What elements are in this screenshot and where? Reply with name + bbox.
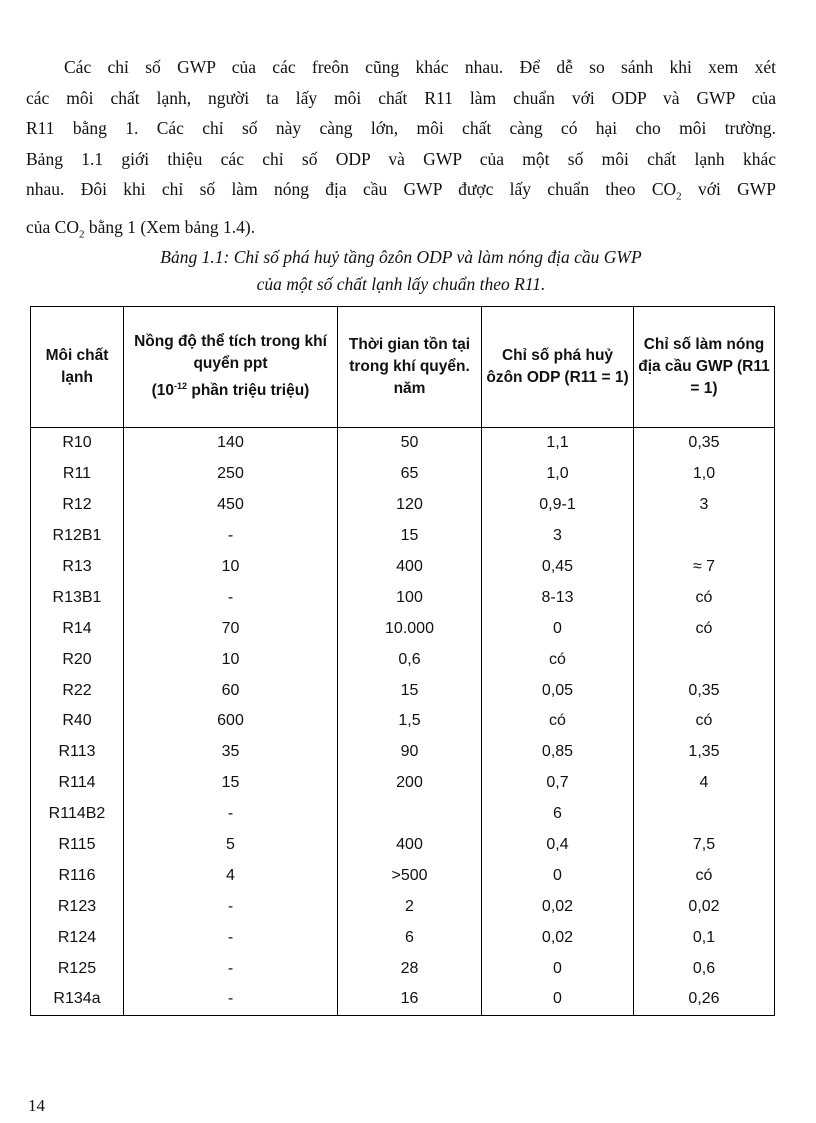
cell-concentration: - bbox=[124, 582, 338, 613]
cell-odp: 0 bbox=[482, 984, 634, 1015]
cell-lifetime: 15 bbox=[338, 521, 482, 552]
cell-lifetime: 400 bbox=[338, 830, 482, 861]
table-row bbox=[31, 830, 775, 861]
paragraph-line: nhau. Đôi khi chỉ số làm nóng địa cầu GWP được lấy chuẩn theo $CO_2$ với GWP bbox=[26, 179, 776, 203]
header-odp: Chỉ số phá huỷ ôzôn ODP (R11 = 1) bbox=[482, 307, 634, 428]
cell-refrigerant: R10 bbox=[31, 428, 124, 459]
cell-concentration: 15 bbox=[124, 768, 338, 799]
cell-concentration: 60 bbox=[124, 675, 338, 706]
cell-concentration: - bbox=[124, 891, 338, 922]
table-row bbox=[31, 644, 775, 675]
table-caption bbox=[26, 244, 776, 298]
cell-refrigerant: R13 bbox=[31, 552, 124, 583]
cell-odp: 0,02 bbox=[482, 922, 634, 953]
cell-concentration: 10 bbox=[124, 644, 338, 675]
cell-odp: 0,9-1 bbox=[482, 490, 634, 521]
cell-gwp: 0,6 bbox=[634, 953, 775, 984]
cell-refrigerant: R40 bbox=[31, 706, 124, 737]
cell-refrigerant: R13B1 bbox=[31, 582, 124, 613]
cell-concentration: - bbox=[124, 799, 338, 830]
cell-lifetime: 50 bbox=[338, 428, 482, 459]
header-refrigerant: Môi chất lạnh bbox=[31, 307, 124, 428]
table-row bbox=[31, 922, 775, 953]
table-row bbox=[31, 552, 775, 583]
cell-refrigerant: R22 bbox=[31, 675, 124, 706]
cell-refrigerant: R12B1 bbox=[31, 521, 124, 552]
cell-concentration: 10 bbox=[124, 552, 338, 583]
cell-refrigerant: R134a bbox=[31, 984, 124, 1015]
cell-lifetime: >500 bbox=[338, 860, 482, 891]
table-row bbox=[31, 613, 775, 644]
refrigerant-table bbox=[30, 306, 775, 1016]
cell-gwp bbox=[634, 799, 775, 830]
cell-lifetime: 1,5 bbox=[338, 706, 482, 737]
table-row bbox=[31, 891, 775, 922]
cell-concentration: 250 bbox=[124, 459, 338, 490]
cell-odp: 0,85 bbox=[482, 737, 634, 768]
cell-odp: 6 bbox=[482, 799, 634, 830]
cell-refrigerant: R12 bbox=[31, 490, 124, 521]
cell-lifetime: 16 bbox=[338, 984, 482, 1015]
caption-line-2: của một số chất lạnh lấy chuẩn theo R11. bbox=[256, 274, 546, 294]
cell-concentration: 4 bbox=[124, 860, 338, 891]
cell-gwp: 1,35 bbox=[634, 737, 775, 768]
cell-gwp: 7,5 bbox=[634, 830, 775, 861]
table-row bbox=[31, 490, 775, 521]
table-row bbox=[31, 582, 775, 613]
cell-refrigerant: R124 bbox=[31, 922, 124, 953]
cell-gwp: có bbox=[634, 860, 775, 891]
cell-odp: 8-13 bbox=[482, 582, 634, 613]
table-row bbox=[31, 675, 775, 706]
cell-refrigerant: R11 bbox=[31, 459, 124, 490]
cell-odp: 0 bbox=[482, 860, 634, 891]
cell-gwp: ≈ 7 bbox=[634, 552, 775, 583]
cell-lifetime: 0,6 bbox=[338, 644, 482, 675]
table-row bbox=[31, 521, 775, 552]
paragraph-line: Bảng 1.1 giới thiệu các chỉ số ODP và GWP của một số môi chất lạnh khác bbox=[26, 148, 776, 169]
cell-concentration: - bbox=[124, 984, 338, 1015]
cell-concentration: 35 bbox=[124, 737, 338, 768]
intro-paragraph bbox=[26, 52, 776, 250]
cell-lifetime bbox=[338, 799, 482, 830]
table-row bbox=[31, 799, 775, 830]
cell-concentration: 140 bbox=[124, 428, 338, 459]
cell-odp: có bbox=[482, 706, 634, 737]
page-number: 14 bbox=[28, 1096, 45, 1115]
cell-lifetime: 200 bbox=[338, 768, 482, 799]
cell-refrigerant: R114 bbox=[31, 768, 124, 799]
header-lifetime: Thời gian tồn tại trong khí quyển. năm bbox=[338, 307, 482, 428]
cell-lifetime: 28 bbox=[338, 953, 482, 984]
cell-odp: 0,7 bbox=[482, 768, 634, 799]
cell-gwp: 4 bbox=[634, 768, 775, 799]
cell-refrigerant: R125 bbox=[31, 953, 124, 984]
cell-refrigerant: R20 bbox=[31, 644, 124, 675]
table-header-row bbox=[31, 307, 775, 428]
paragraph-line: Các chỉ số GWP của các freôn cũng khác nhau. Để dễ so sánh khi xem xét bbox=[64, 57, 776, 77]
cell-lifetime: 15 bbox=[338, 675, 482, 706]
cell-lifetime: 6 bbox=[338, 922, 482, 953]
cell-odp: 3 bbox=[482, 521, 634, 552]
cell-gwp: 3 bbox=[634, 490, 775, 521]
table-row bbox=[31, 706, 775, 737]
cell-gwp: 0,35 bbox=[634, 675, 775, 706]
cell-lifetime: 400 bbox=[338, 552, 482, 583]
cell-gwp: có bbox=[634, 613, 775, 644]
cell-odp: 0,05 bbox=[482, 675, 634, 706]
cell-lifetime: 10.000 bbox=[338, 613, 482, 644]
cell-odp: có bbox=[482, 644, 634, 675]
table-row bbox=[31, 459, 775, 490]
cell-refrigerant: R14 bbox=[31, 613, 124, 644]
cell-odp: 0,4 bbox=[482, 830, 634, 861]
header-concentration: Nồng độ thể tích trong khí quyển ppt ($10^{-12}$ phần triệu triệu) bbox=[124, 307, 338, 428]
cell-concentration: 70 bbox=[124, 613, 338, 644]
cell-odp: 0,45 bbox=[482, 552, 634, 583]
cell-gwp: 0,26 bbox=[634, 984, 775, 1015]
paragraph-line: R11 bằng 1. Các chỉ số này càng lớn, môi chất càng có hại cho môi trường. bbox=[26, 118, 776, 138]
cell-refrigerant: R115 bbox=[31, 830, 124, 861]
cell-refrigerant: R116 bbox=[31, 860, 124, 891]
cell-odp: 0 bbox=[482, 953, 634, 984]
cell-refrigerant: R113 bbox=[31, 737, 124, 768]
cell-gwp: 1,0 bbox=[634, 459, 775, 490]
paragraph-line: các môi chất lạnh, người ta lấy môi chất R11 làm chuẩn với ODP và GWP của bbox=[26, 87, 776, 108]
cell-lifetime: 120 bbox=[338, 490, 482, 521]
cell-concentration: 5 bbox=[124, 830, 338, 861]
cell-gwp bbox=[634, 644, 775, 675]
table-row bbox=[31, 953, 775, 984]
cell-concentration: - bbox=[124, 922, 338, 953]
cell-concentration: 450 bbox=[124, 490, 338, 521]
cell-gwp: 0,35 bbox=[634, 428, 775, 459]
cell-lifetime: 100 bbox=[338, 582, 482, 613]
cell-refrigerant: R114B2 bbox=[31, 799, 124, 830]
table-row bbox=[31, 984, 775, 1015]
cell-concentration: 600 bbox=[124, 706, 338, 737]
cell-gwp: 0,1 bbox=[634, 922, 775, 953]
cell-odp: 1,0 bbox=[482, 459, 634, 490]
table-row bbox=[31, 768, 775, 799]
cell-gwp: có bbox=[634, 582, 775, 613]
cell-concentration: - bbox=[124, 521, 338, 552]
cell-lifetime: 65 bbox=[338, 459, 482, 490]
table-row bbox=[31, 737, 775, 768]
cell-odp: 0,02 bbox=[482, 891, 634, 922]
cell-lifetime: 90 bbox=[338, 737, 482, 768]
cell-odp: 1,1 bbox=[482, 428, 634, 459]
cell-odp: 0 bbox=[482, 613, 634, 644]
table-row bbox=[31, 860, 775, 891]
paragraph-line: của $CO_2$ bằng 1 (Xem bảng 1.4). bbox=[26, 217, 256, 241]
table-row bbox=[31, 428, 775, 459]
header-gwp: Chỉ số làm nóng địa cầu GWP (R11 = 1) bbox=[634, 307, 775, 428]
caption-line-1: Bảng 1.1: Chỉ số phá huỷ tầng ôzôn ODP và làm nóng địa cầu GWP bbox=[160, 247, 642, 267]
cell-lifetime: 2 bbox=[338, 891, 482, 922]
cell-gwp: 0,02 bbox=[634, 891, 775, 922]
cell-gwp bbox=[634, 521, 775, 552]
table-body bbox=[31, 428, 775, 1016]
cell-gwp: có bbox=[634, 706, 775, 737]
cell-refrigerant: R123 bbox=[31, 891, 124, 922]
cell-concentration: - bbox=[124, 953, 338, 984]
